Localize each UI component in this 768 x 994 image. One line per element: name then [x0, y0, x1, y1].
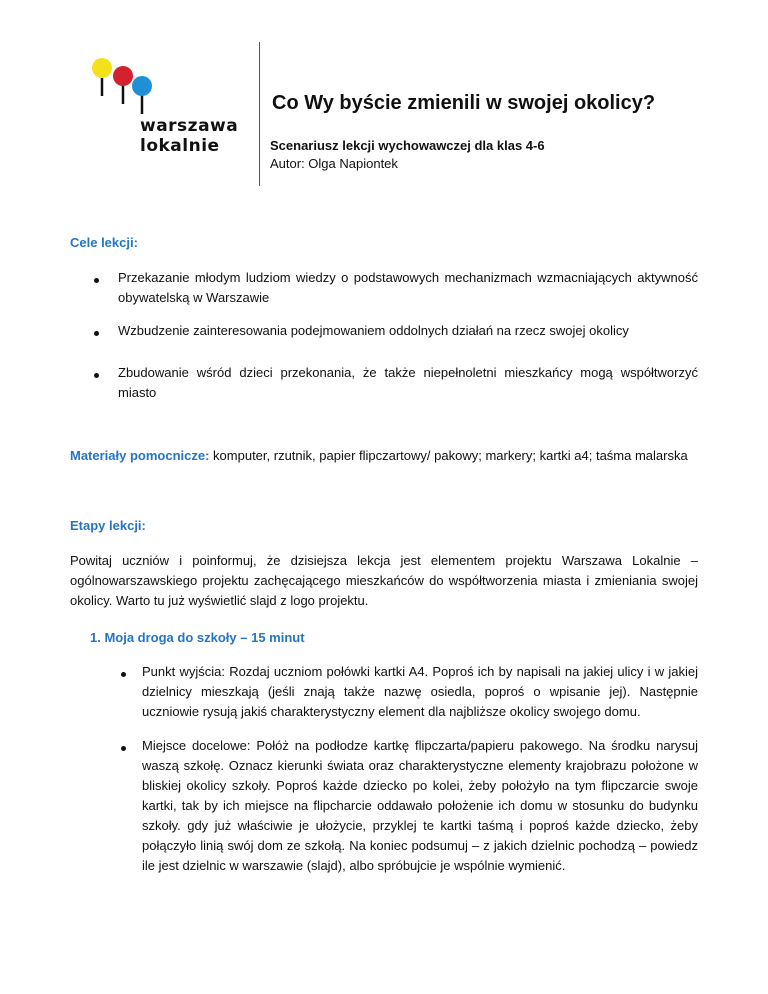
logo-wordmark	[140, 116, 238, 156]
header-divider	[259, 42, 260, 186]
logo-text-line2: lokalnie	[140, 136, 220, 156]
lesson-subtitle: Scenariusz lekcji wychowawczej dla klas 4-6	[270, 138, 545, 153]
materials-line	[70, 448, 688, 463]
bullet-icon	[121, 746, 126, 751]
section-1-item: Miejsce docelowe: Połóż na podłodze kartkę flipczarta/papieru pakowego. Na środku narysuj waszą szkołę. Oznacz kierunki świata oraz charakterystyczne elementy krajobrazu położone w bliskiej okolicy szkoły. Poproś każde dziecko po kolei, żeby położyło na tym flipczarcie swoje kartki, tak by ich miejsce na flipcharcie oddawało położenie ich domu w stosunku do budynku szkoły. gdy już właściwie je ułożycie, przyklej te kartki taśmą i poproś każde dziecko, żeby połączyło linią swój dom ze szkołą. Na koniec podsumuj – z jakich dzielnic pochodzą – powiedz ile jest dzielnic w warszawie (slajd), albo spróbujcie je wspólnie wymienić.	[142, 738, 698, 873]
stages-heading: Etapy lekcji:	[70, 518, 146, 533]
author-line: Autor: Olga Napiontek	[270, 156, 398, 171]
bullet-icon	[94, 278, 99, 283]
logo-text-line1: warszawa	[140, 116, 239, 136]
bullet-icon	[94, 331, 99, 336]
section-1-item: Punkt wyjścia: Rozdaj uczniom połówki kartki A4. Poproś ich by napisali na jakiej ulicy i w jakiej dzielnicy mieszkają (jeśli znają także nazwę osiedla, poproś o wpisanie jej). Następnie uczniowie rysują jakiś charakterystyczny element dla najbliższe okolicy swojego domu.	[142, 664, 698, 719]
warszawa-lokalnie-logo	[90, 56, 240, 166]
bullet-icon	[94, 373, 99, 378]
logo-balloons-icon	[90, 56, 170, 116]
bullet-icon	[121, 672, 126, 677]
page-title: Co Wy byście zmienili w swojej okolicy?	[272, 92, 656, 114]
materials-label: Materiały pomocnicze:	[70, 448, 210, 463]
goal-item: Wzbudzenie zainteresowania podejmowaniem oddolnych działań na rzecz swojej okolicy	[118, 323, 629, 338]
materials-text: komputer, rzutnik, papier flipczartowy/ pakowy; markery; kartki a4; taśma malarska	[209, 448, 688, 463]
section-1-heading: 1. Moja droga do szkoły – 15 minut	[90, 630, 305, 645]
goal-item: Zbudowanie wśród dzieci przekonania, że także niepełnoletni mieszkańcy mogą współtworzyć miasto	[118, 365, 698, 400]
goal-item: Przekazanie młodym ludziom wiedzy o podstawowych mechanizmach wzmacniających aktywność obywatelską w Warszawie	[118, 270, 698, 305]
stages-intro: Powitaj uczniów i poinformuj, że dzisiejsza lekcja jest elementem projektu Warszawa Lokalnie – ogólnowarszawskiego projektu zachęcającego mieszkańców do współtworzenia miasta i zmieniania swojej okolicy. Warto tu już wyświetlić slajd z logo projektu.	[70, 553, 698, 608]
goals-heading: Cele lekcji:	[70, 235, 138, 250]
